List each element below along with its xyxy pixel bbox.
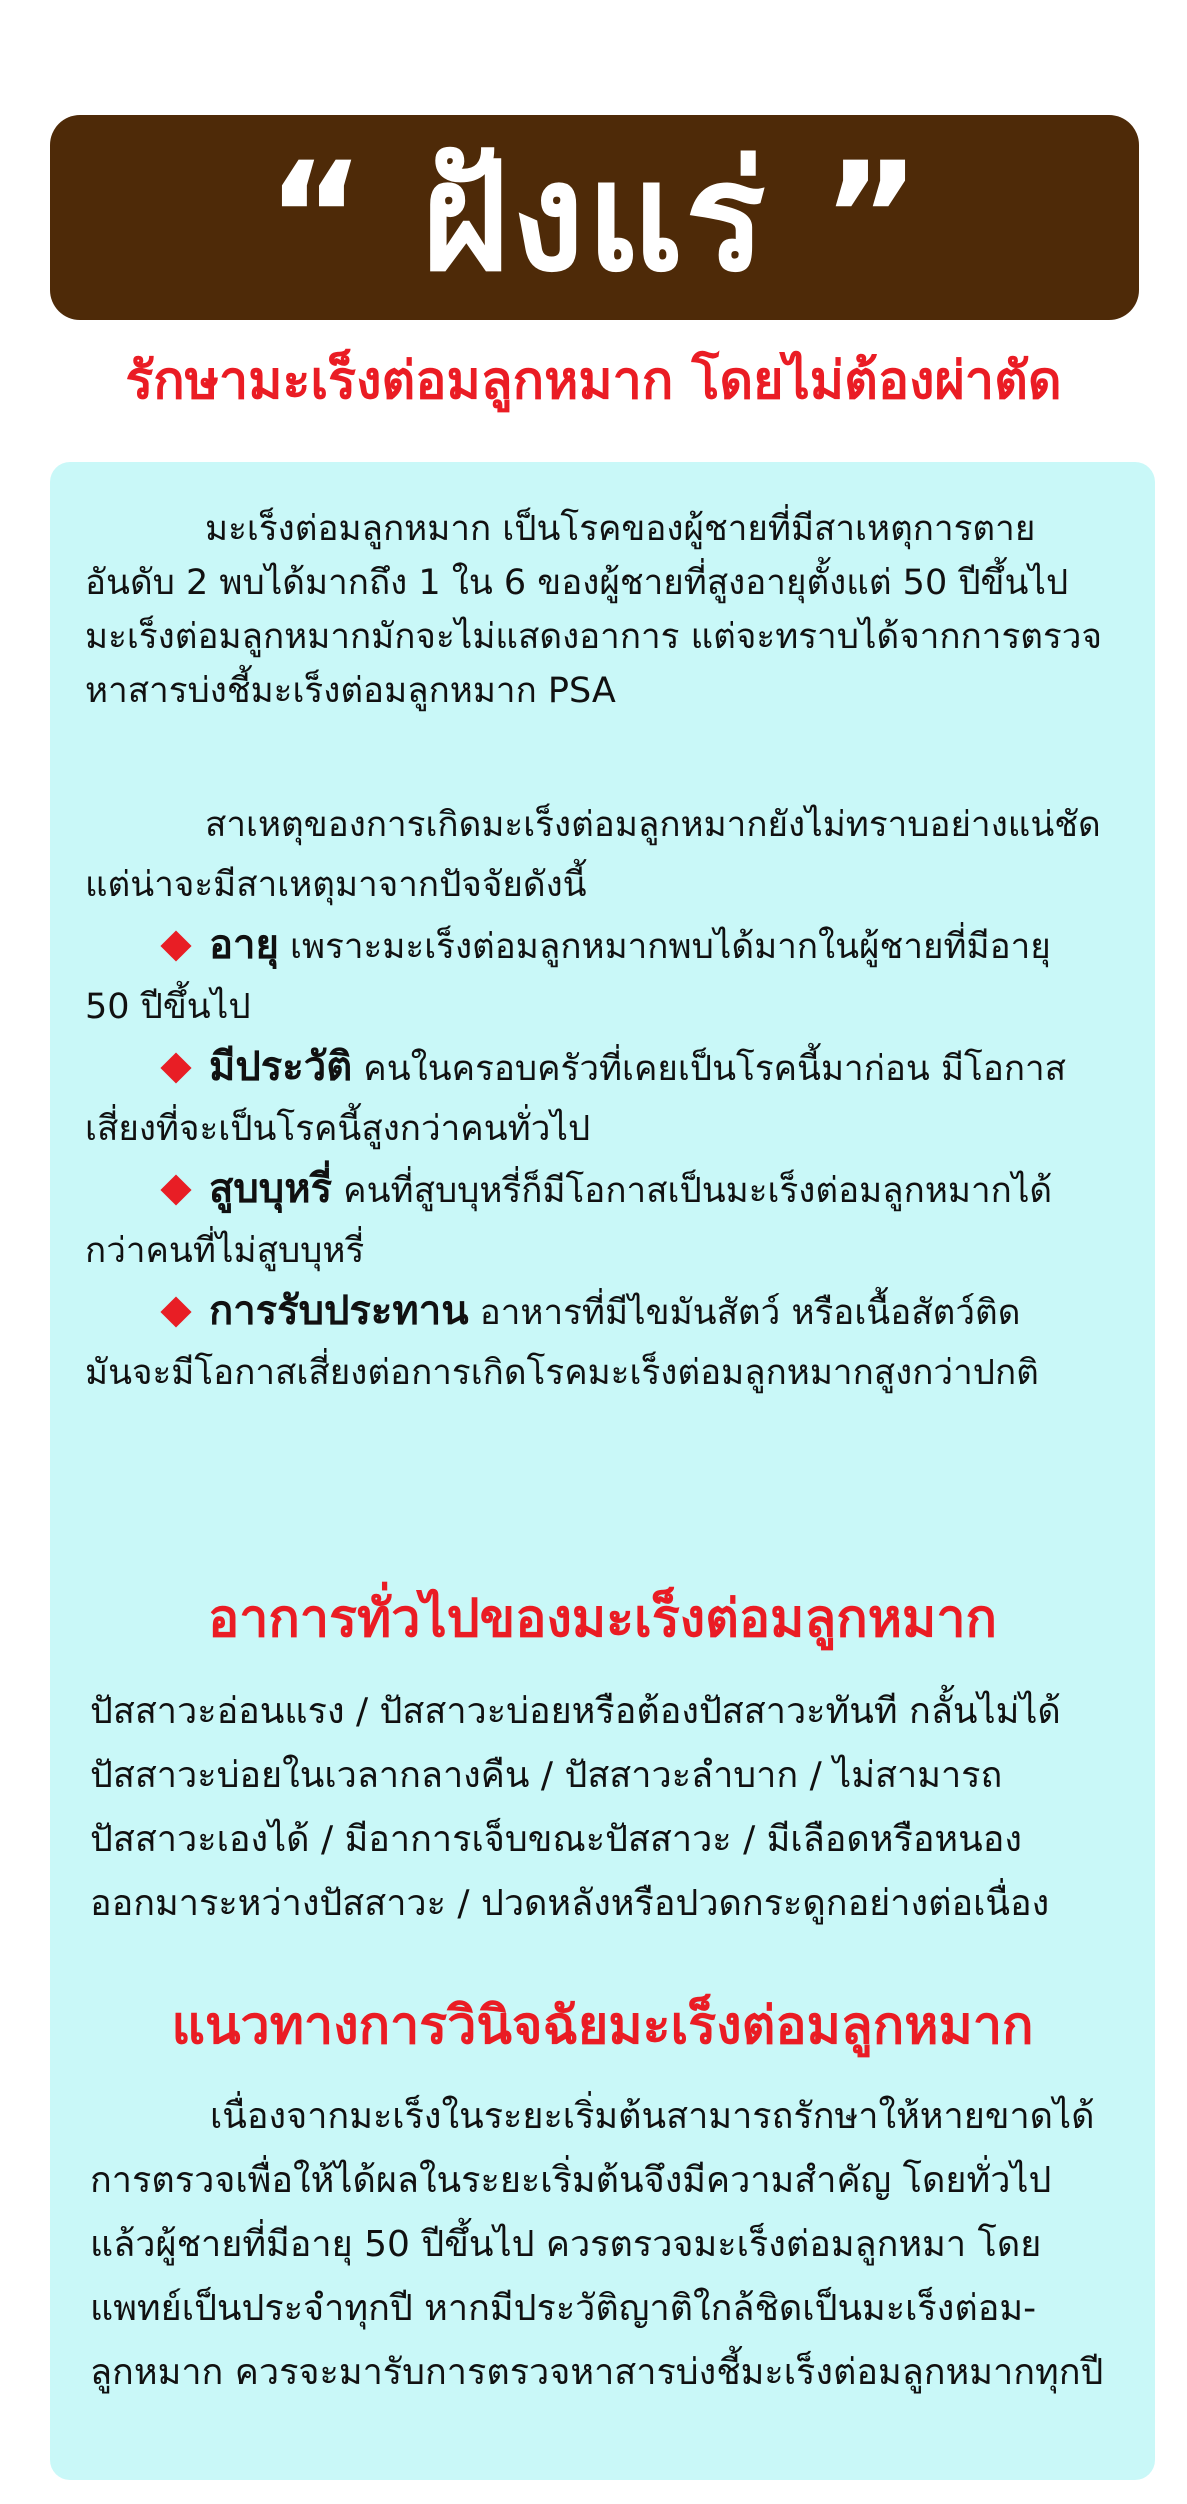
cause-text-cont: 50 ปีขึ้นไป — [85, 987, 251, 1027]
cause-text: คนที่สูบบุหรี่ก็มีโอกาสเป็นมะเร็งต่อมลูกหมากได้ — [332, 1171, 1053, 1211]
cause-term: การรับประทาน — [209, 1288, 469, 1334]
red-diamond-icon — [160, 1296, 191, 1327]
causes-intro-line: สาเหตุของการเกิดมะเร็งต่อมลูกหมากยังไม่ทราบอย่างแน่ชัด — [205, 805, 1101, 845]
intro-line: หาสารบ่งชี้มะเร็งต่อมลูกหมาก PSA — [85, 671, 616, 711]
diagnosis-paragraph — [90, 2085, 1130, 2405]
red-diamond-icon — [160, 930, 191, 961]
symptoms-list — [90, 1680, 1130, 1936]
cause-text: เพราะมะเร็งต่อมลูกหมากพบได้มากในผู้ชายที่มีอายุ — [278, 927, 1051, 967]
cause-item — [85, 1159, 1115, 1221]
cause-term: อายุ — [209, 922, 279, 968]
page-title: “ ฝังแร่ ” — [266, 130, 923, 305]
cause-text-cont: เสี่ยงที่จะเป็นโรคนี้สูงกว่าคนทั่วไป — [85, 1109, 591, 1149]
symptoms-heading: อาการทั่วไปของมะเร็งต่อมลูกหมาก — [207, 1589, 997, 1649]
intro-paragraph — [85, 502, 1115, 718]
symptom-line: ออกมาระหว่างปัสสาวะ / ปวดหลังหรือปวดกระดูกอย่างต่อเนื่อง — [90, 1883, 1050, 1924]
symptom-line: ปัสสาวะอ่อนแรง / ปัสสาวะบ่อยหรือต้องปัสสาวะทันที กลั้นไม่ได้ — [90, 1691, 1061, 1732]
causes-intro-line: แต่น่าจะมีสาเหตุมาจากปัจจัยดังนี้ — [85, 865, 587, 905]
red-diamond-icon — [160, 1052, 191, 1083]
cause-text-cont: กว่าคนที่ไม่สูบบุหรี่ — [85, 1231, 365, 1271]
diagnosis-heading: แนวทางการวินิจฉัยมะเร็งต่อมลูกหมาก — [171, 1996, 1034, 2056]
diagnosis-line: แพทย์เป็นประจำทุกปี หากมีประวัติญาติใกล้ชิดเป็นมะเร็งต่อม- — [90, 2288, 1037, 2329]
diagnosis-line: เนื่องจากมะเร็งในระยะเริ่มต้นสามารถรักษาให้หายขาดได้ — [210, 2096, 1095, 2137]
diagnosis-line: แล้วผู้ชายที่มีอายุ 50 ปีขึ้นไป ควรตรวจมะเร็งต่อมลูกหมา โดย — [90, 2224, 1042, 2265]
symptom-line: ปัสสาวะเองได้ / มีอาการเจ็บขณะปัสสาวะ / มีเลือดหรือหนอง — [90, 1819, 1022, 1860]
causes-section — [85, 795, 1115, 1403]
diagnosis-line: การตรวจเพื่อให้ได้ผลในระยะเริ่มต้นจึงมีความสำคัญ โดยทั่วไป — [90, 2160, 1052, 2201]
page-subtitle: รักษามะเร็งต่อมลูกหมาก โดยไม่ต้องผ่าตัด — [125, 351, 1062, 411]
red-diamond-icon — [160, 1174, 191, 1205]
intro-line: มะเร็งต่อมลูกหมาก เป็นโรคของผู้ชายที่มีสาเหตุการตาย — [205, 509, 1036, 549]
cause-term: มีประวัติ — [209, 1044, 353, 1090]
cause-item — [85, 1037, 1115, 1099]
intro-line: มะเร็งต่อมลูกหมากมักจะไม่แสดงอาการ แต่จะทราบได้จากการตรวจ — [85, 617, 1102, 657]
symptom-line: ปัสสาวะบ่อยในเวลากลางคืน / ปัสสาวะลำบาก / ไม่สามารถ — [90, 1755, 1003, 1796]
diagnosis-line: ลูกหมาก ควรจะมารับการตรวจหาสารบ่งชี้มะเร็งต่อมลูกหมากทุกปี — [90, 2352, 1104, 2393]
cause-text: คนในครอบครัวที่เคยเป็นโรคนี้มาก่อน มีโอกาส — [352, 1049, 1067, 1089]
cause-item — [85, 915, 1115, 977]
cause-term: สูบบุหรี่ — [209, 1166, 333, 1212]
cause-text-cont: มันจะมีโอกาสเสี่ยงต่อการเกิดโรคมะเร็งต่อมลูกหมากสูงกว่าปกติ — [85, 1353, 1039, 1393]
cause-item — [85, 1281, 1115, 1343]
title-banner — [50, 115, 1139, 320]
cause-text: อาหารที่มีไขมันสัตว์ หรือเนื้อสัตว์ติด — [468, 1293, 1021, 1333]
intro-line: อันดับ 2 พบได้มากถึง 1 ใน 6 ของผู้ชายที่สูงอายุตั้งแต่ 50 ปีขึ้นไป — [85, 563, 1069, 603]
